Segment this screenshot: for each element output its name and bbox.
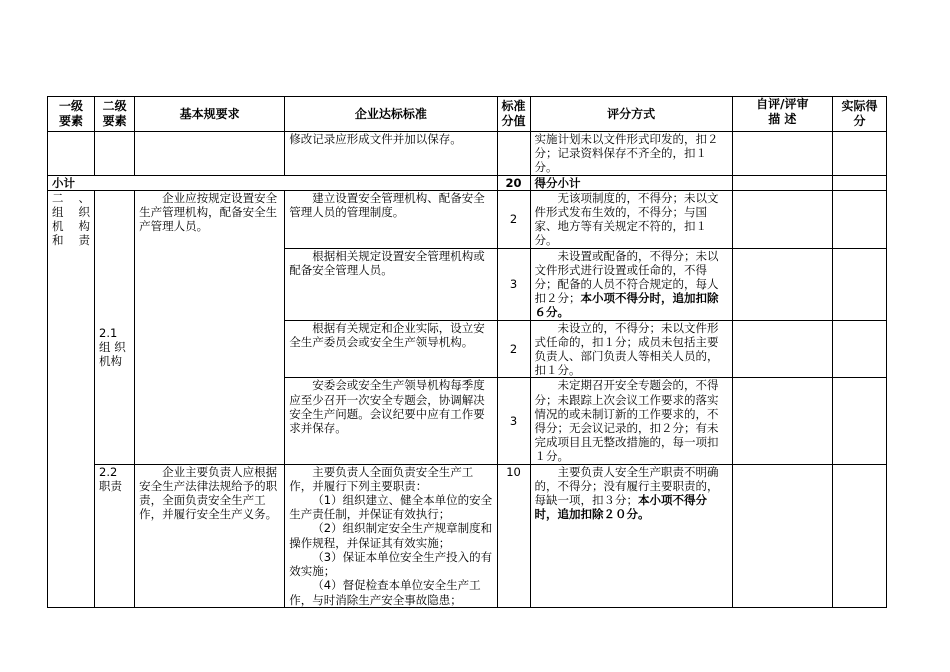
evaluation-table <box>47 96 887 608</box>
row2-method-bold: 本小项不得分时，追加扣除６分。 <box>534 291 719 320</box>
cont-standard: 修改记录应形成文件并加以保存。 <box>285 132 497 176</box>
subtotal-label: 小计 <box>48 175 498 190</box>
row5-standard-line4: （3）保证本单位安全生产投入的有效实施； <box>289 549 493 579</box>
row4-standard: 安委会或安全生产领导机构每季度应至少召开一次安全专题会，协调解决安全生产问题。会议纪要中应有工作要求并保存。 <box>289 378 485 436</box>
header-self-review: 自评/评审 描 述 <box>732 97 832 132</box>
section-2-2-label: 2.2 职责 <box>95 464 135 607</box>
row5-score: 10 <box>497 464 530 607</box>
cont-method: 实施计划未以文件形式印发的，扣２分；记录资料保存不齐全的，扣１分。 <box>530 132 732 176</box>
row5-method-bold: 本小项不得分时，追加扣除２０分。 <box>534 493 708 522</box>
row5-method-text: 主要负责人安全生产职责不明确的，不得分；没有履行主要职责的，每缺一项，扣３分； <box>534 464 719 508</box>
level1-cell: 二 、 组 织 机 构 和 责 <box>48 190 95 607</box>
section-2-2-basic: 企业主要负责人应根据安全生产法律法规给予的职责，全面负责安全生产工作，并履行安全生产义务。 <box>139 464 278 522</box>
header-actual-score: 实际得 分 <box>832 97 886 132</box>
header-standard-score: 标准 分值 <box>497 97 530 132</box>
row5-standard-line2: （1）组织建立、健全本单位的安全生产责任制，并保证有效执行； <box>289 493 493 522</box>
row5-method <box>535 465 728 522</box>
row1-method: 无该项制度的，不得分；未以文件形式发布生效的，不得分；与国家、地方等有关规定不符的，扣１分。 <box>534 190 719 248</box>
header-scoring-method: 评分方式 <box>530 97 732 132</box>
header-standard: 企业达标标准 <box>285 97 497 132</box>
row1-score: 2 <box>497 190 530 248</box>
table-row <box>48 464 887 607</box>
section-2-1-label: 2.1 组 织 机构 <box>95 190 135 464</box>
row2-method <box>535 249 728 320</box>
subtotal-row <box>48 175 887 190</box>
row5-standard-line5: （4）督促检查本单位安全生产工作，与时消除生产安全事故隐患； <box>289 578 481 607</box>
row3-method: 未设立的，不得分；未以文件形式任命的，扣１分；成员未包括主要负责人、部门负责人等相关人员的，扣１分。 <box>534 320 719 378</box>
row3-score: 2 <box>497 320 530 378</box>
row5-standard-line3: （2）组织制定安全生产规章制度和操作规程，并保证其有效实施； <box>289 521 493 550</box>
table-row <box>48 190 887 248</box>
subtotal-method: 得分小计 <box>530 175 732 190</box>
header-level1: 一级 要素 <box>48 97 95 132</box>
row4-method: 未定期召开安全专题会的，不得分；未跟踪上次会议工作要求的落实情况的或未制订新的工作要求的，不得分；无会议记录的，扣２分；有未完成项目且无整改措施的，每一项扣１分。 <box>534 378 719 464</box>
row3-standard: 根据有关规定和企业实际，设立安全生产委员会或安全生产领导机构。 <box>289 320 485 349</box>
header-row <box>48 97 887 132</box>
row2-score: 3 <box>497 248 530 320</box>
row1-standard: 建立设置安全管理机构、配备安全管理人员的管理制度。 <box>289 190 485 220</box>
table-row <box>48 132 887 176</box>
row5-standard-line1: 主要负责人全面负责安全生产工作，并履行下列主要职责： <box>289 464 474 493</box>
section-2-1-basic: 企业应按规定设置安全生产管理机构，配备安全生产管理人员。 <box>139 190 278 234</box>
header-level2: 二级 要素 <box>95 97 135 132</box>
row2-standard: 根据相关规定设置安全管理机构或配备安全管理人员。 <box>289 248 485 277</box>
subtotal-score: 20 <box>497 175 530 190</box>
row4-score: 3 <box>497 378 530 464</box>
row2-method-text: 未设置或配备的，不得分；未以文件形式进行设置或任命的，不得分；配备的人员不符合规定的，每人扣２分； <box>534 248 719 306</box>
header-basic-requirement: 基本规要求 <box>135 97 285 132</box>
